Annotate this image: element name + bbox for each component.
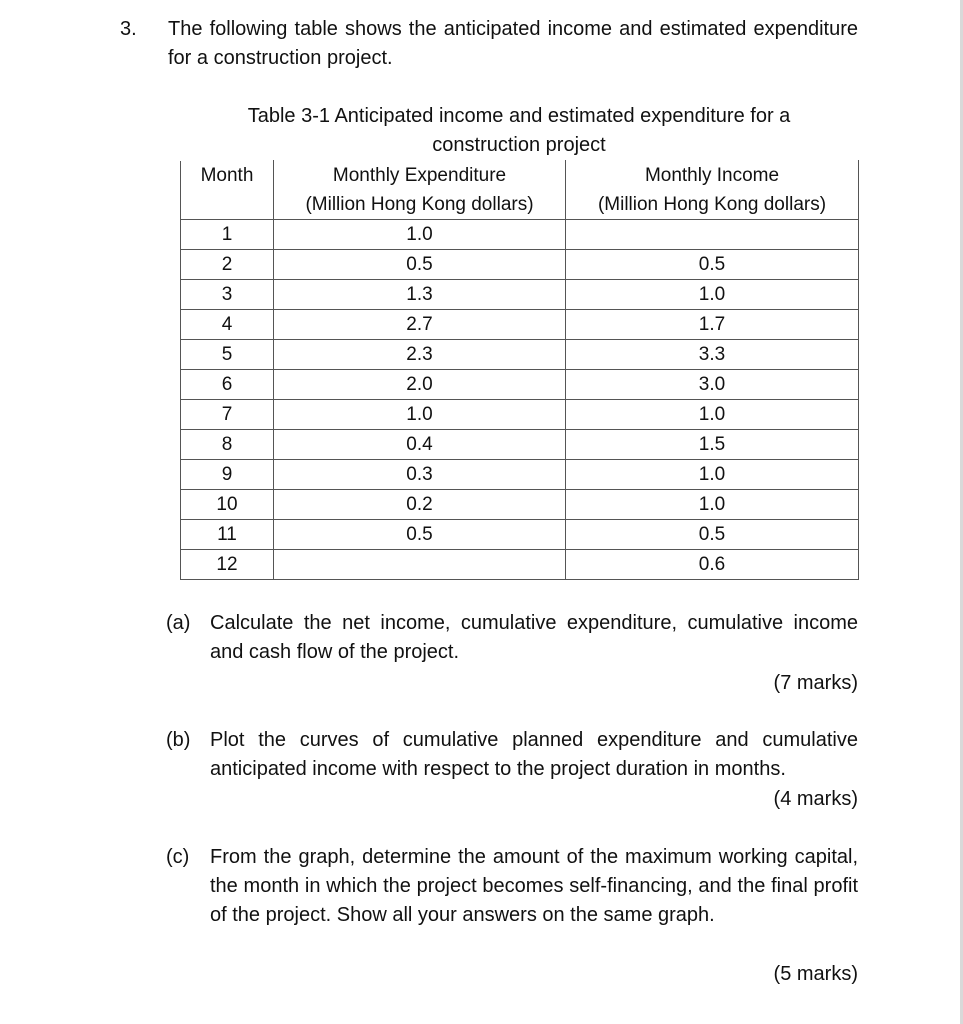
cell-income: 0.5 (566, 520, 859, 550)
cell-expenditure: 0.5 (274, 250, 566, 280)
table-row (181, 400, 859, 430)
part-a-marks: (7 marks) (773, 672, 858, 694)
cell-month: 10 (181, 490, 274, 520)
cell-month: 7 (181, 400, 274, 430)
part-a-text: Calculate the net income, cumulative expenditure, cumulative income and cash flow of the project. (210, 612, 858, 663)
cell-month: 4 (181, 310, 274, 340)
cell-income: 1.0 (566, 490, 859, 520)
cell-month: 5 (181, 340, 274, 370)
cell-income: 1.0 (566, 280, 859, 310)
part-c-text: From the graph, determine the amount of the maximum working capital, the month in which the project becomes self-financing, and the final profit of the project. Show all your answers on the same graph. (210, 846, 858, 926)
table-row (181, 310, 859, 340)
cell-expenditure: 1.3 (274, 280, 566, 310)
table-row (181, 430, 859, 460)
table-row (181, 490, 859, 520)
header-income: Monthly Income (Million Hong Kong dollars) (566, 161, 859, 220)
cell-income: 3.0 (566, 370, 859, 400)
cell-expenditure: 0.2 (274, 490, 566, 520)
cell-expenditure: 2.0 (274, 370, 566, 400)
cell-month: 12 (181, 550, 274, 580)
part-b-text: Plot the curves of cumulative planned expenditure and cumulative anticipated income with respect to the project duration in months. (210, 729, 858, 780)
cell-expenditure: 0.3 (274, 460, 566, 490)
table-row (181, 220, 859, 250)
cell-expenditure: 2.7 (274, 310, 566, 340)
part-c-label: (c) (166, 846, 190, 868)
cell-month: 3 (181, 280, 274, 310)
question-number: 3. (120, 18, 137, 40)
part-c-marks: (5 marks) (773, 963, 858, 985)
cell-expenditure: 1.0 (274, 400, 566, 430)
cell-expenditure (274, 550, 566, 580)
cell-month: 2 (181, 250, 274, 280)
header-month: Month (181, 161, 274, 220)
table-header-row (181, 161, 859, 220)
question-text: The following table shows the anticipated income and estimated expenditure for a construction project. (168, 18, 858, 69)
cell-expenditure: 0.5 (274, 520, 566, 550)
cell-month: 6 (181, 370, 274, 400)
table-caption-line2: construction project (432, 134, 606, 156)
cell-income: 1.0 (566, 460, 859, 490)
part-b (166, 726, 858, 784)
part-c (166, 843, 858, 930)
cell-month: 1 (181, 220, 274, 250)
cell-income: 1.7 (566, 310, 859, 340)
cell-expenditure: 2.3 (274, 340, 566, 370)
table-row (181, 370, 859, 400)
income-expenditure-table (180, 160, 859, 580)
cell-income (566, 220, 859, 250)
cell-income: 3.3 (566, 340, 859, 370)
cell-expenditure: 0.4 (274, 430, 566, 460)
cell-income: 0.5 (566, 250, 859, 280)
cell-expenditure: 1.0 (274, 220, 566, 250)
table-row (181, 340, 859, 370)
table-row (181, 250, 859, 280)
part-a-label: (a) (166, 612, 191, 634)
cell-income: 1.5 (566, 430, 859, 460)
table-row (181, 460, 859, 490)
cell-month: 9 (181, 460, 274, 490)
part-b-label: (b) (166, 729, 191, 751)
table-row (181, 280, 859, 310)
table-caption-line1: Table 3-1 Anticipated income and estimated expenditure for a (247, 105, 791, 127)
cell-month: 11 (181, 520, 274, 550)
cell-income: 1.0 (566, 400, 859, 430)
cell-month: 8 (181, 430, 274, 460)
table-row (181, 520, 859, 550)
part-a (166, 609, 858, 667)
part-b-marks: (4 marks) (773, 788, 858, 810)
cell-income: 0.6 (566, 550, 859, 580)
table-row (181, 550, 859, 580)
table-caption (180, 102, 858, 160)
header-expenditure: Monthly Expenditure (Million Hong Kong dollars) (274, 161, 566, 220)
